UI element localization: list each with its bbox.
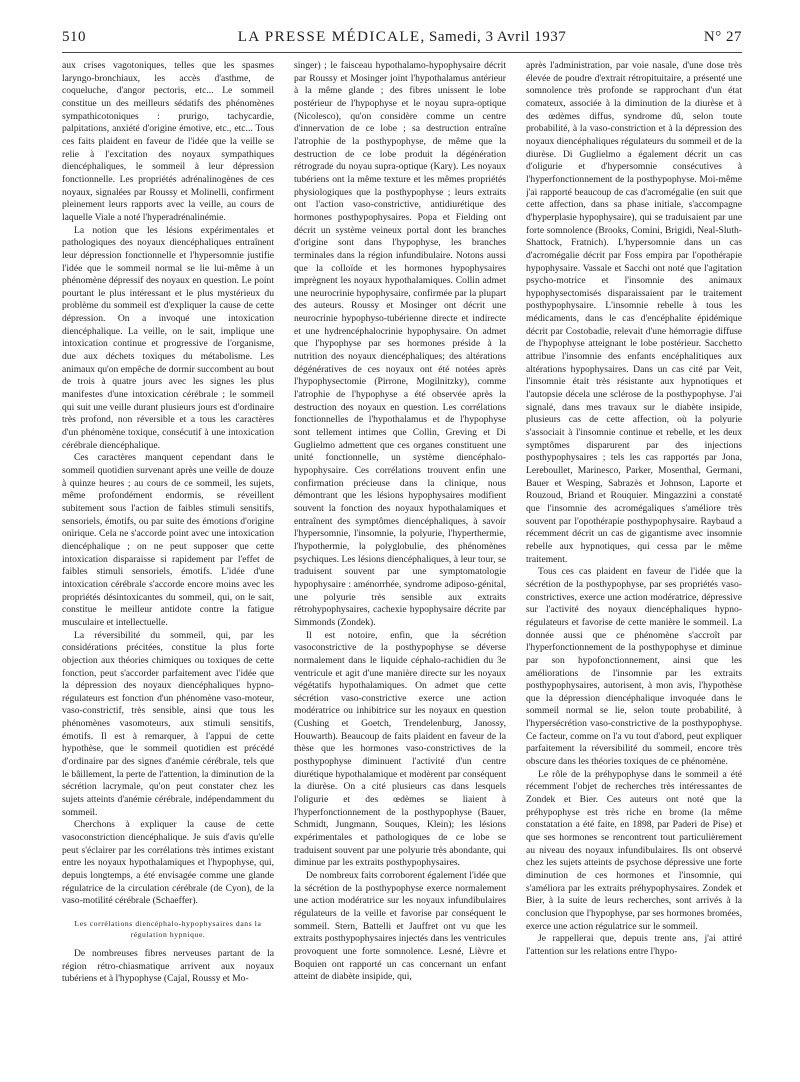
paragraph: De nombreux faits corroborent également l'idée que la sécrétion de la posthypophyse exerce normalement une action modératrice sur les noyaux infundibulaires régulateurs de la veille et favorise par conséquent le sommeil. Stern, Battelli et Jauffret ont vu que les extraits posthypophysaires injectés dans les ventricules provoquent une forte somnolence. Lesné, Lièvre et Boquien ont rapporté un cas concernant un enfant atteint de diabète insipide, qui,	[294, 870, 506, 983]
paragraph: Il est notoire, enfin, que la sécrétion vasoconstrictive de la posthypophyse se déverse normalement dans le liquide céphalo-rachidien du 3e ventricule et agit d'une manière directe sur les noyaux végétatifs hypothalamiques. On admet que cette sécrétion vaso-constrictive exerce une action modératrice ou inhibitrice sur les noyaux en question (Cushing et Goetch, Trendelenburg, Janossy, Houwarth). Beaucoup de faits plaident en faveur de la thèse que les hormones vaso-constrictives de la posthypophyse diminuent l'activité d'un centre diurétique hypothalamique et modèrent par conséquent la diurèse. On a cité plusieurs cas dans lesquels l'oligurie et des œdèmes se liaient à l'hyperfonctionnement de la posthypophyse (Bauer, Schmidt, Jungmann, Souques, Klein); les lésions expérimentales et pathologiques de ce lobe se traduisent souvent par une polyurie très abondante, qui diminue par les extraits posthypophysaires.	[294, 629, 506, 869]
paragraph: Le rôle de la préhypophyse dans le sommeil a été récemment l'objet de recherches très intéressantes de Zondek et Bier. Ces auteurs ont noté que la préhypophyse est très riche en brome (la même constatation a été faite, en 1898, par Paderi de Pise) et que ses hormones se rencontrent tout particulièrement au niveau des noyaux infundibulaires. Ils ont observé chez les sujets atteints de psychose dépressive une forte diminution de ces hormones et l'insomnie, qui s'améliora par les extraits préhypophysaires. Zondek et Bier, à la suite de leurs recherches, sont arrivés à la conclusion que l'hypophyse, par ses hormones bromées, exerce une action régulatrice sur le sommeil.	[526, 768, 742, 932]
journal-name: LA PRESSE MÉDICALE	[237, 29, 421, 45]
paragraph: De nombreuses fibres nerveuses partant de la région rétro-chiasmatique arrivent aux noyaux tubériens et à l'hypophyse (Cajal, Roussy et Mo-	[62, 947, 274, 985]
issue-number: N° 27	[703, 29, 742, 45]
journal-title-line	[62, 28, 742, 46]
paragraph: aux crises vagotoniques, telles que les spasmes laryngo-bronchiaux, les accès d'asthme, de coqueluche, d'angor pectoris, etc... Le sommeil constitue un des meilleurs sédatifs des phénomènes sympathicotoniques : prurigo, tachycardie, palpitations, anxiété d'origine émotive, etc., etc... Tous ces faits plaident en faveur de l'idée que la veille se relie à l'excitation des noyaux sympathiques diencéphaliques, le sommeil à leur dépression fonctionnelle. Les propriétés adrénalinogènes de ces noyaux, signalées par Roussy et Molinelli, confirment pleinement leurs rapports avec la veille, au cours de laquelle Viale a noté l'hyperadrénalinémie.	[62, 60, 274, 223]
issue-date: , Samedi, 3 Avril 1937	[420, 29, 567, 45]
paragraph: Ces caractères manquent cependant dans le sommeil quotidien survenant après une veille de douze à quinze heures ; au cours de ce sommeil, les sujets, même profondément endormis, se réveillent subitement sous l'action de faibles stimuli sensitifs, sensoriels, émotifs, ou par suite des émotions d'origine onirique. Cela ne s'accorde point avec une intoxication diencéphalique ; on ne peut supposer que cette intoxication disparaisse si rapidement par l'effet de faibles stimuli sensoriels, émotifs. L'idée d'une intoxication cérébrale s'accorde encore moins avec les propriétés désintoxicantes du sommeil, qui, on le sait, constitue le meilleur antidote contre la fatigue musculaire et intellectuelle.	[62, 452, 274, 628]
paragraph: singer) ; le faisceau hypothalamo-hypophysaire décrit par Roussy et Mosinger joint l'hypothalamus antérieur à la même glande ; des fibres unissent le lobe postérieur de l'hypophyse et le noyau supra-optique (Nicolesco), qu'on considère comme un centre d'innervation de ce lobe ; sa destruction entraîne l'atrophie de la posthypophyse, de même que la destruction de ce lobe produit la dégénération rétrograde du noyau supra-optique (Kary). Les noyaux tubériens ont la même texture et les mêmes propriétés physiologiques que la posthypophyse ; leurs extraits ont l'action vaso-constrictive, antidiurétique des hormones posthypophysaires. Popa et Fielding ont décrit un système veineux portal dont les branches d'origine sont dans l'hypophyse, les branches terminales dans la région infundibulaire. Notons aussi que la colloïde et les hormones hypophysaires imprègnent les noyaux hypothalamiques. Collin admet une neurocrinie hypophysaire, confirmée par la plupart des auteurs. Roussy et Mosinger ont décrit une neurocrinie hypophyso-tubérienne directe et indirecte et une hydrencéphalocrinie hypophysaire. On admet que l'hypophyse par ses hormones préside à la nutrition des noyaux diencéphaliques; des altérations dégénératives de ces noyaux ont été notées après l'hypophysectomie (Pirrone, Mogilnitzky), comme l'atrophie de l'hypophyse a été observée après la destruction des noyaux en question. Les corrélations fonctionnelles de l'hypothalamus et de l'hypophyse sont tellement intimes que Collin, Greving et Di Guglielmo admettent que ces organes constituent une unité fonctionnelle, un système diencéphalo-hypophysaire. Ces corrélations trouvent enfin une confirmation précieuse dans la clinique, nous démontrant que les lésions hypophysaires modifient souvent la fonction des noyaux hypothalamiques et entraînent des symptômes diencéphaliques, à savoir l'hypersomnie, l'insomnie, la polyurie, l'hyperthermie, l'hypothermie, la polyglobulie, des phénomènes psychiques. Les lésions diencéphaliques, à leur tour, se traduisent souvent par une symptomatologie hypophysaire : aménorrhée, syndrome adiposo-génital, une polyurie très sensible aux extraits rétrohypophysaires, cachexie hypophysaire décrite par Simmonds (Zondek).	[294, 60, 506, 628]
paragraph: après l'administration, par voie nasale, d'une dose très élevée de poudre d'extrait rétropituitaire, a présenté une somnolence très profonde se rapprochant d'un état comateux, associée à la diminution de la diurèse et à des œdèmes diffus, syndrome dû, selon toute probabilité, à la vaso-constriction et à la dépression des noyaux diencéphaliques régulateurs du sommeil et de la diurèse. Di Guglielmo a également décrit un cas d'oligurie et d'hypersomnie consécutives à l'hyperfonctionnement de la posthypophyse. Moi-même j'ai rapporté beaucoup de cas d'acromégalie (en suit que cette affection, dans sa phase initiale, s'accompagne d'hyperplasie hypophysaire), qui se traduisaient par une forte somnolence (Brooks, Comini, Brigidi, Neal-Sluth-Shattock, Fratnich). L'hypersomnie dans un cas d'acromégalie décrit par Foss empira par l'opothérapie hypophysaire. Vassale et Sacchi ont noté que l'agitation psycho-motrice et l'insomnie des animaux hypophysectomisés disparaissaient par le traitement posthypophysaire. L'insomnie rebelle à tous les médicaments, dans le cas d'encéphalite épidémique décrit par Costobadie, relevait d'une hémorragie diffuse de l'hypophyse atteignant le lobe postérieur. Sacchetto attribue l'insomnie des enfants encéphalitiques aux altérations hypophysaires. Dans un cas cité par Veit, l'insomnie était très résistante aux hypnotiques et l'autopsie décela une sclérose de la posthypophyse. J'ai signalé, dans mes travaux sur le diabète insipide, plusieurs cas de cette affection, où la polyurie s'associait à l'insomnie continue et rebelle, et les deux symptômes disparurent par des injections posthypophysaires ; tels les cas rapportés par Jona, Lereboullet, Marinesco, Parker, Mosenthal, Germani, Bauer et Wesping, Sabrazès et Johnson, Laporte et Rouzoud, Briand et Rouquier. Mingazzini a constaté que l'insomnie des acromégaliques s'améliore très souvent par l'opothérapie posthypophysaire. Raybaud a récemment décrit un cas de gigantisme avec insomnie rebelle aux hypnotiques, qui cessa par le même traitement.	[526, 60, 742, 565]
paragraph: Je rappellerai que, depuis trente ans, j'ai attiré l'attention sur les relations entre l'hypo-	[526, 933, 742, 957]
text-column-1	[62, 60, 274, 1070]
page-number: 510	[62, 29, 86, 45]
running-header	[62, 28, 742, 50]
paragraph: Cherchons à expliquer la cause de cette vasoconstriction diencéphalique. Je suis d'avis qu'elle peut s'éclairer par les corrélations très intimes existant entre les noyaux hypothalamiques et l'hypophyse, qui, depuis longtemps, a été envisagée comme une glande régulatrice de la circulation cérébrale (de Cyon), de la vaso-motilité cérébrale (Schaeffer).	[62, 819, 274, 907]
paragraph: La notion que les lésions expérimentales et pathologiques des noyaux diencéphaliques entraînent leur dépression fonctionnelle et l'hypersomnie justifie l'idée que le sommeil normal se lie lui-même à un phénomène dépressif des noyaux en question. Le point pourtant le plus intéressant et le plus mystérieux du problème du sommeil est d'expliquer la cause de cette dépression. On a invoqué une intoxication diencéphalique. La veille, on le sait, implique une intoxication continue et progressive de l'organisme, due aux déchets toxiques du métabolisme. Les animaux qu'on empêche de dormir succombent au bout de trois à quatre jours avec les signes les plus manifestes d'une intoxication cérébrale ; le sommeil qui suit une veille durant plusieurs jours est d'ordinaire très profond, non réversible et a tous les caractères d'un phénomène toxique, consécutif à une intoxication cérébrale diencéphalique.	[62, 224, 274, 451]
text-column-2	[294, 60, 506, 1070]
header-rule	[62, 52, 742, 53]
section-heading: Les corrélations diencéphalo-hypophysaires dans la régulation hypnique.	[74, 918, 262, 939]
text-column-3	[526, 60, 742, 1070]
paragraph: La réversibilité du sommeil, qui, par les considérations précitées, constitue la plus forte objection aux théories chimiques ou toxiques de cette fonction, peut s'accorder parfaitement avec l'idée que la dépression des noyaux diencéphaliques hypno-régulateurs est fonction d'un phénomène vaso-moteur, vaso-constrictif, très sensible, ainsi que tous les phénomènes vasomoteurs, aux stimuli sensitifs, émotifs. Il est à remarquer, à l'appui de cette hypothèse, que le sommeil quotidien est précédé d'ordinaire par des signes d'anémie cérébrale, tels que le bâillement, la perte de l'attention, la diminution de la sécrétion lacrymale, qu'on peut constater chez les sujets atteints d'anémie cérébrale, indépendamment du sommeil.	[62, 629, 274, 818]
paragraph: Tous ces cas plaident en faveur de l'idée que la sécrétion de la posthypophyse, par ses propriétés vaso-constrictives, exerce une action modératrice, dépressive sur l'activité des noyaux diencéphaliques hypno-régulateurs et favorise de cette manière le sommeil. La donnée aussi que ce phénomène s'accroît par l'hyperfonctionnement de la posthypophyse et diminue par son hypofonctionnement, ainsi que les améliorations de l'insomnie par les extraits posthypophysaires, autorisent, à mon avis, l'hypothèse que la dépression diencéphalique invoquée dans le sommeil normal se lie, selon toute probabilité, à l'hypersécrétion vaso-constrictive de la posthypophyse. Ce facteur, comme on l'a vu tout d'abord, peut expliquer parfaitement la réversibilité du sommeil, encore très obscure dans les théories toxiques de ce phénomène.	[526, 566, 742, 768]
